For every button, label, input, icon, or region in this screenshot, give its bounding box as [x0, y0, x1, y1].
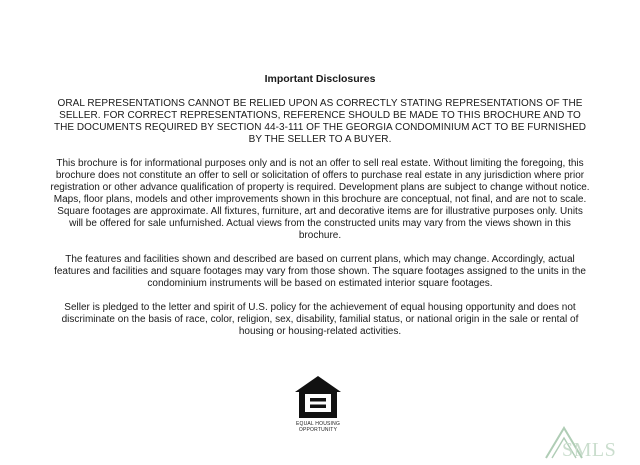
equal-housing-caption-line-2: OPPORTUNITY — [298, 426, 338, 433]
disclosure-document — [50, 72, 590, 350]
equal-housing-caption — [288, 422, 348, 433]
gamls-watermark-icon — [542, 426, 634, 460]
features-facilities-paragraph: The features and facilities shown and described are based on current plans, which may change. Accordingly, actual features and facilities and square footages may vary from those shown. The square footages assigned to the units in the condominium instruments will be based on estimated interior square footages. — [54, 254, 586, 289]
gamls-watermark — [542, 426, 634, 460]
svg-text:SMLS: SMLS — [562, 439, 617, 460]
equal-housing-opportunity-icon — [293, 374, 343, 420]
oral-representations-paragraph: ORAL REPRESENTATIONS CANNOT BE RELIED UPON AS CORRECTLY STATING REPRESENTATIONS OF THE SELLER. FOR CORRECT REPRESENTATIONS, REFERENCE SHOULD BE MADE TO THIS BROCHURE AND TO THE DOCUMENTS REQUIRED BY SECTION 44-3-111 OF THE GEORGIA CONDOMINIUM ACT TO BE FURNISHED BY THE SELLER TO A BUYER. — [53, 98, 587, 145]
document-title: Important Disclosures — [264, 73, 376, 85]
equal-housing-logo — [288, 374, 348, 433]
equal-housing-caption-line-1: EQUAL HOUSING — [295, 421, 341, 427]
equal-housing-paragraph: Seller is pledged to the letter and spirit of U.S. policy for the achievement of equal housing opportunity and does not discriminate on the basis of race, color, religion, sex, disability, familial status, or national origin in the sale or rental of housing or housing-related activities. — [61, 302, 579, 337]
brochure-disclaimer-paragraph: This brochure is for informational purposes only and is not an offer to sell real estate. Without limiting the foregoing, this brochure does not constitute an offer to sell or solicitation of offers to purchase real estate in any jurisdiction where prior registration or other advance qualification of property is required. Development plans are subject to change without notice. Maps, floor plans, models and other improvements shown in this brochure are conceptual, not final, and are not to scale. Square footages are approximate. All fixtures, furniture, art and decorative items are for illustrative purposes only. Units will be offered for sale unfurnished. Actual views from the constructed units may vary from the views shown in this brochure. — [50, 158, 590, 241]
